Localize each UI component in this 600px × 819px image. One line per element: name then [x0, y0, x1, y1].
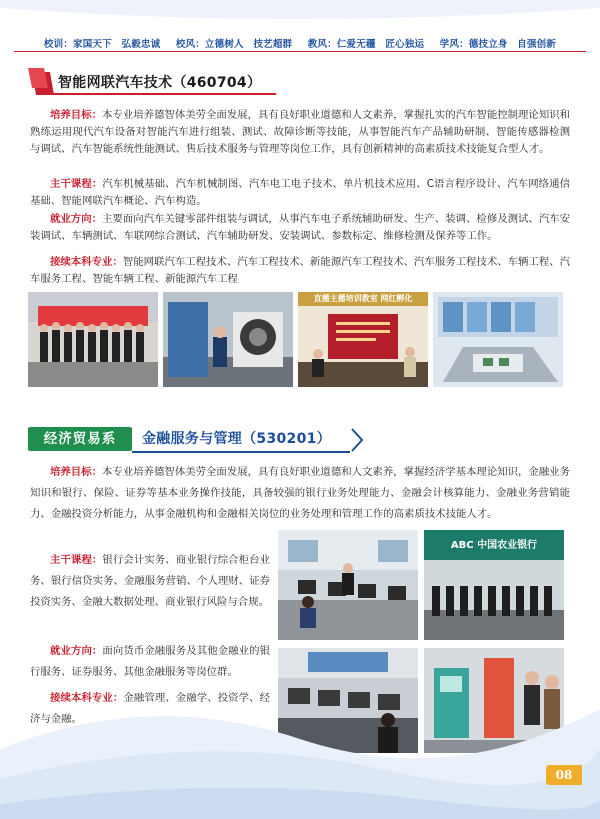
- motto-item: 教风：仁爱无疆 匠心独运: [307, 39, 425, 50]
- section2-title-block: [28, 427, 331, 455]
- courses-text: 银行会计实务、商业银行综合柜台业务、银行信贷实务、金融服务营销、个人理财、证券投资实务、金融大数据处理、商业银行风险与合规。: [30, 554, 271, 608]
- section1-title-block: [28, 66, 278, 96]
- training-text: 本专业培养德智体美劳全面发展，具有良好职业道德和人文素养，掌握经济学基本理论知识，金融业务知识和银行、保险、证券等基本业务操作技能，具备较强的银行业务处理能力、金融会计核算能力、金融业务营销能力、金融投资分析能力，从事金融机构和金融相关岗位的业务处理和管理工作的高素质技术技能人才。: [30, 466, 571, 520]
- career-text: 面向货币金融服务及其他金融业的银行服务、证券服务、其他金融服务等岗位群。: [30, 645, 271, 678]
- section1-further: [30, 254, 570, 288]
- courses-label: 主干课程：: [50, 178, 103, 190]
- further-label: 接续本科专业：: [50, 692, 124, 704]
- footer-wave-decoration: [0, 629, 600, 819]
- courses-text: 汽车机械基础、汽车机械制图、汽车电工电子技术、单片机技术应用、C语言程序设计、汽车网络通信基础、智能网联汽车概论、汽车构造。: [30, 178, 570, 207]
- career-text: 主要面向汽车关键零部件组装与调试，从事汽车电子系统辅助研发、生产、装调、检修及测试、汽车安装调试、车辆测试、车联网综合测试、汽车辅助研发、安装调试、参数标定、维修检测及保养等工作。: [30, 213, 571, 242]
- section2-major-title: [132, 427, 362, 451]
- chevron-right-icon: [350, 427, 364, 453]
- motto-item: 学风：德技立身 自强创新: [439, 39, 557, 50]
- further-label: 接续本科专业：: [50, 256, 123, 268]
- bank-sign: ABC 中国农业银行: [450, 540, 538, 551]
- section1-training: [30, 107, 570, 158]
- section2-training: [30, 462, 570, 525]
- title-underline: [50, 93, 276, 95]
- photo-group-students: [28, 292, 158, 387]
- major-title: 金融服务与管理（530201）: [142, 431, 331, 447]
- photo-bank-branch: [424, 530, 564, 640]
- training-text: 本专业培养德智体美劳全面发展，具有良好职业道德和人文素养，掌握扎实的汽车智能控制理论知识和熟练运用现代汽车设备对智能汽车进行组装、测试、故障诊断等技能，从事智能汽车产品辅助研制、智能传感器检测与调试、汽车智能系统性能测试、售后技术服务与管理等岗位工作，具有创新精神的高素质技术技能复合型人才。: [30, 109, 571, 155]
- photo-car-workshop: [163, 292, 293, 387]
- training-label: 培养目标：: [50, 466, 103, 478]
- photo-banner-text: 直播主播培训教室 网红孵化: [313, 294, 413, 303]
- further-text: 智能网联汽车工程技术、汽车工程技术、新能源汽车工程技术、汽车服务工程技术、车辆工程、汽车服务工程、智能车辆工程、新能源汽车工程: [30, 256, 571, 285]
- further-text: 金融管理、金融学、投资学、经济与金融。: [30, 692, 271, 725]
- motto-item: 校训：家国天下 弘毅忠诚: [43, 39, 161, 50]
- section1-title: 智能网联汽车技术（460704）: [58, 75, 262, 91]
- red-ribbon-icon: [28, 66, 56, 96]
- photo-livestream-classroom: [298, 292, 428, 387]
- career-label: 就业方向：: [50, 645, 103, 657]
- photo-smart-city-model: [433, 292, 563, 387]
- section1-courses: [30, 176, 570, 210]
- courses-label: 主干课程：: [50, 554, 103, 566]
- department-badge: 经济贸易系: [28, 427, 132, 451]
- school-motto-bar: [0, 36, 600, 50]
- page-number: 08: [546, 765, 582, 785]
- motto-item: 校风：立德树人 技艺超群: [175, 39, 293, 50]
- career-label: 就业方向：: [50, 213, 103, 225]
- header-divider: [14, 51, 586, 52]
- photo-computer-lab: [278, 530, 418, 640]
- section1-career: [30, 211, 570, 245]
- major-underline: [132, 451, 350, 453]
- training-label: 培养目标：: [50, 109, 103, 121]
- section2-courses: [30, 550, 270, 613]
